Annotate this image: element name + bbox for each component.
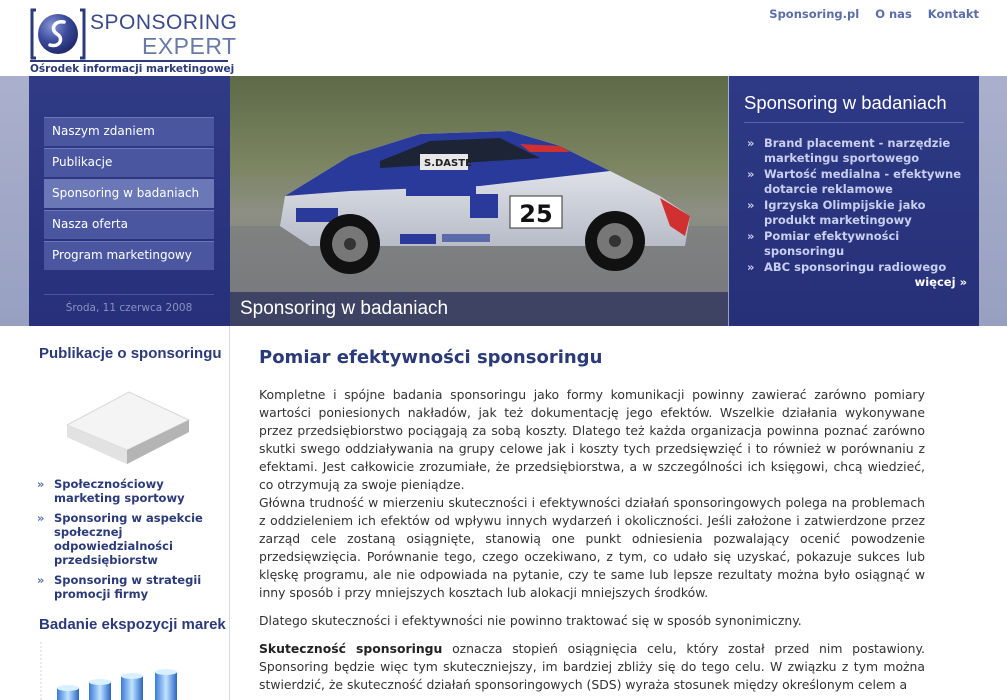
top-nav-o-nas[interactable]: O nas — [875, 7, 912, 21]
brand-exposure-heading: Badanie ekspozycji marek — [39, 616, 226, 633]
chevron-right-icon: » — [747, 229, 755, 243]
section-panel — [729, 76, 979, 326]
section-link-label: Brand placement - narzędzie marketingu sportowego — [764, 136, 951, 165]
svg-text:S.DASTE: S.DASTE — [424, 158, 472, 169]
article-title: Pomiar efektywności sponsoringu — [259, 347, 603, 368]
section-link-pomiar[interactable] — [747, 229, 969, 259]
sidebar-item-program-marketingowy[interactable]: Program marketingowy — [44, 241, 214, 270]
chevron-right-icon: » — [37, 573, 45, 587]
publication-link-label: Sponsoring w strategii promocji firmy — [54, 573, 202, 601]
publication-link[interactable] — [37, 477, 222, 505]
section-link-abc-radiowego[interactable] — [747, 260, 969, 275]
article-paragraph: Dlatego skuteczności i efektywności nie powinno traktować się w sposób synonimiczny. — [259, 613, 802, 628]
chevron-right-icon: » — [37, 511, 45, 525]
top-navigation — [769, 7, 979, 21]
sidebar-item-nasza-oferta[interactable]: Nasza oferta — [44, 210, 214, 239]
section-link-label: Wartość medialna - efektywne dotarcie reklamowe — [764, 167, 962, 196]
sidebar-item-naszym-zdaniem[interactable]: Naszym zdaniem — [44, 117, 214, 146]
more-link[interactable] — [915, 275, 967, 289]
section-link-label: Pomiar efektywności sponsoringu — [764, 229, 900, 258]
article-paragraph-text: oznacza stopień osiągnięcia celu, który został przed nim postawiony. Sponsoring będzie więc tym skuteczniejszy, im bardziej zbliży się do tego celu. W związku z tym można stwierdzić, że skuteczność działań sponsoringowych (SDS) wyraża stosunek między określonym celem a — [259, 641, 925, 692]
current-date: Środa, 11 czerwca 2008 — [44, 294, 214, 314]
chevron-right-icon: » — [747, 198, 755, 212]
section-panel-title: Sponsoring w badaniach — [744, 92, 947, 113]
sponsoring-logo-icon — [30, 8, 86, 60]
chevron-right-icon: » — [959, 275, 967, 289]
chevron-right-icon: » — [37, 477, 45, 491]
article-body — [259, 386, 925, 700]
top-nav-kontakt[interactable]: Kontakt — [927, 7, 979, 21]
sidebar-navigation — [29, 76, 230, 326]
car-number: 25 — [519, 200, 553, 228]
hero-banner — [230, 76, 728, 326]
section-link-igrzyska[interactable] — [747, 198, 969, 228]
section-link-label: ABC sponsoringu radiowego — [764, 260, 947, 274]
bar-chart-icon — [39, 642, 219, 700]
article-paragraph — [259, 640, 925, 694]
section-link-label: Igrzyska Olimpijskie jako produkt marketingowy — [764, 198, 926, 227]
sidebar-item-publikacje[interactable]: Publikacje — [44, 148, 214, 177]
publications-list — [37, 477, 222, 607]
left-column — [29, 326, 230, 700]
publications-heading: Publikacje o sponsoringu — [39, 345, 222, 362]
article-paragraph: Kompletne i spójne badania sponsoringu jako formy komunikacji powinny zawierać zarówno pomiary wartości poniesionych nakładów, jak też dokumentację jego efektów. Wszelkie działania wykonywane przez przedsiębiorstwo pociągają za sobą koszty. Dlatego też każda organizacja powinna poznać zarówno skutki swego oddziaływania na grupy celowe jak i koszty tych przedsięwzięć i to również w porównaniu z efektami. Jest całkowicie zrozumiałe, że przedsiębiorstwa, a w szczególności ich księgowi, chcą wiedzieć, co otrzymują za swoje pieniądze. — [259, 387, 925, 492]
more-link-label: więcej — [914, 275, 956, 289]
article — [259, 347, 925, 692]
publication-link-label: Społecznościowy marketing sportowy — [54, 477, 185, 505]
publication-link[interactable] — [37, 511, 222, 567]
logo-text-sponsoring: SPONSORING — [90, 11, 238, 34]
section-link-wartosc-medialna[interactable] — [747, 167, 969, 197]
publication-link[interactable] — [37, 573, 222, 601]
hero-caption: Sponsoring w badaniach — [230, 292, 728, 326]
logo-text-expert: EXPERT — [142, 33, 237, 59]
article-paragraph: Główna trudność w mierzeniu skuteczności i efektywności działań sponsoringowych polega na problemach z oddzieleniem ich efektów od wpływu innych wydarzeń i okoliczności. Jeśli założone i zatwierdzone przez zarząd cele zostaną osiągnięte, stanowią one punkt odniesienia pozwalający ocenić powodzenie przedsięwzięcia. Porównanie tego, czego oczekiwano, z tym, co udało się uzyskać, pokazuje sukces lub klęskę programu, ale nie odpowiada na pytanie, czy te same lub lepsze rezultaty można było osiągnąć w inny sposób i przy mniejszych kosztach lub alokacji mniejszych środków. — [259, 495, 925, 600]
article-bold-term: Skuteczność sponsoringu — [259, 641, 443, 656]
section-panel-divider — [744, 122, 964, 123]
logo-tagline: Ośrodek informacji marketingowej — [30, 60, 228, 75]
site-logo[interactable] — [30, 8, 238, 75]
chevron-right-icon: » — [747, 136, 755, 150]
sidebar-item-sponsoring-w-badaniach[interactable]: Sponsoring w badaniach — [44, 179, 214, 208]
paper-stack-icon — [57, 370, 197, 470]
section-link-brand-placement[interactable] — [747, 136, 969, 166]
chevron-right-icon: » — [747, 260, 755, 274]
chevron-right-icon: » — [747, 167, 755, 181]
publication-link-label: Sponsoring w aspekcie społecznej odpowiedzialności przedsiębiorstw — [54, 511, 203, 567]
race-car-image — [230, 76, 728, 326]
top-nav-sponsoring-pl[interactable]: Sponsoring.pl — [769, 7, 860, 21]
